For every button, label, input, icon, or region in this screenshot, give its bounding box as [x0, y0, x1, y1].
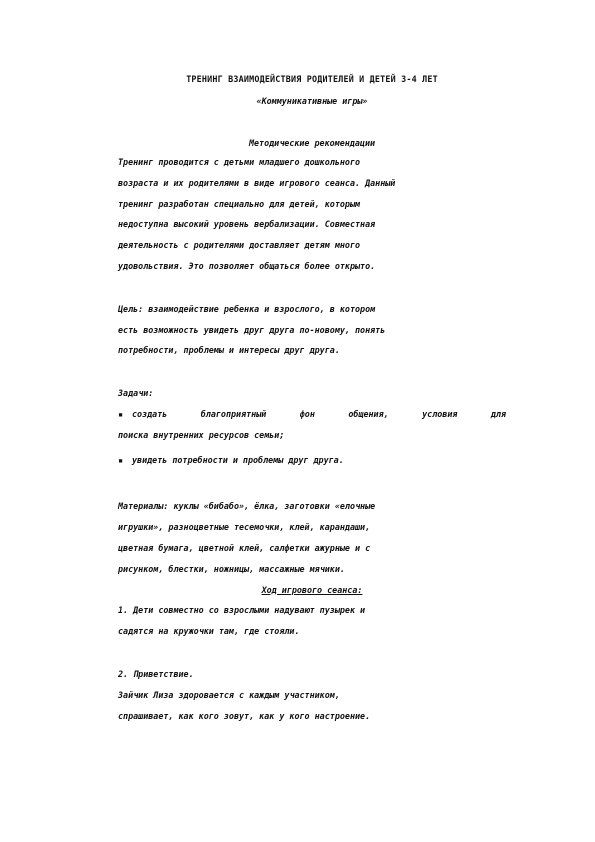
intro-line: Тренинг проводится с детьми младшего дошкольного	[118, 157, 361, 167]
step2-line: спрашивает, как кого зовут, как у кого настроение.	[118, 710, 371, 721]
materials-line: игрушки», разноцветные тесемочки, клей, карандаши,	[118, 522, 371, 533]
intro-line: недоступна высокий уровень вербализации. Совместная	[118, 219, 376, 230]
materials-paragraph	[118, 496, 506, 579]
task-line: создать благоприятный фон общения, условия для	[132, 408, 506, 419]
tasks-list	[118, 404, 506, 470]
bullet-icon: ▪	[118, 454, 124, 465]
intro-line: возраста и их родителями в виде игрового сеанса. Данный	[118, 177, 396, 188]
step1-line: 1. Дети совместно со взрослыми надувают пузырек и	[118, 605, 366, 616]
intro-line: удовольствия. Это позволяет общаться более открыто.	[118, 260, 376, 271]
step2-heading: 2. Приветствие.	[118, 668, 194, 679]
document-title: ТРЕНИНГ ВЗАИМОДЕЙСТВИЯ РОДИТЕЛЕЙ И ДЕТЕЙ 3-4 ЛЕТ	[186, 74, 438, 84]
intro-line: тренинг разработан специально для детей, которым	[118, 198, 361, 209]
document-subtitle: «Коммуникативные игры»	[256, 96, 368, 106]
tasks-heading: Задачи:	[118, 388, 154, 399]
list-item	[118, 404, 506, 446]
methods-heading: Методические рекомендации	[248, 138, 376, 148]
goal-line: потребности, проблемы и интересы друг друга.	[118, 345, 340, 356]
step1-paragraph	[118, 600, 506, 642]
materials-line: рисунком, блестки, ножницы, массажные мячики.	[118, 563, 345, 574]
goal-line: есть возможность увидеть друг друга по-новому, понять	[118, 324, 386, 335]
intro-paragraph	[118, 152, 506, 277]
goal-line: Цель: взаимодействие ребенка и взрослого, в котором	[118, 303, 376, 314]
step2-paragraph	[118, 685, 506, 727]
materials-line: цветная бумага, цветной клей, салфетки ажурные и с	[118, 542, 371, 553]
task-line: поиска внутренних ресурсов семьи;	[118, 429, 285, 440]
intro-line: деятельность с родителями доставляет детям много	[118, 240, 361, 251]
step2-line: Зайчик Лиза здоровается с каждым участником,	[118, 689, 340, 700]
bullet-icon: ▪	[118, 408, 124, 419]
materials-line: Материалы: куклы «бибабо», ёлка, заготовки «елочные	[118, 501, 376, 512]
list-item	[118, 450, 506, 471]
goal-paragraph	[118, 299, 506, 361]
task-line: увидеть потребности и проблемы друг друга.	[132, 454, 344, 465]
session-heading: Ход игрового сеанса:	[261, 584, 363, 595]
document-page	[118, 70, 506, 726]
step1-line: садятся на кружочки там, где стояли.	[118, 626, 300, 637]
